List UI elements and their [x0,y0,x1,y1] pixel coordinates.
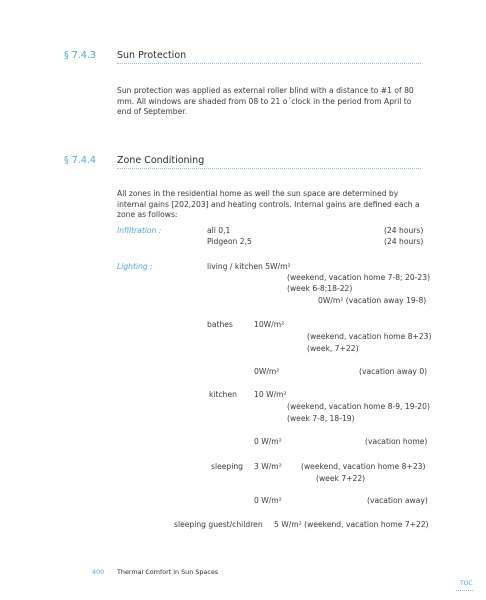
lighting-kitchen-schedule: (week 7-8, 18-19) [287,414,355,423]
lighting-kitchen-schedule: (weekend, vacation home 8-9, 19-20) [287,402,430,411]
lighting-living-schedule: (weekend, vacation home 7-8; 20-23) [287,273,431,282]
infiltration-zone: all 0,1 [207,226,231,235]
infiltration-value: (24 hours) [384,226,424,235]
lighting-sleeping-zero: 0 W/m² [254,496,282,505]
lighting-baths-zero: 0W/m² [254,367,280,376]
lighting-sleeping-schedule: (week 7+22) [316,474,366,483]
section-divider [117,63,421,64]
lighting-kitchen-zero-note: (vacation home) [365,437,428,446]
lighting-sleeping-name: sleeping [211,462,243,471]
section-number: § 7.4.4 [64,155,96,166]
section-divider [117,168,421,169]
toc-link[interactable]: TOC [460,580,473,587]
infiltration-zone: Pidgeon 2,5 [207,237,252,246]
lighting-baths-schedule: (weekend, vacation home 8+23) [307,332,432,341]
lighting-living-schedule: (week 6-8;18-22) [287,284,353,293]
lighting-living-off: 0W/m² (vacation away 19-8) [318,296,427,305]
section-number: § 7.4.3 [64,50,96,61]
lighting-sleeping-zero-note: (vacation away) [367,496,428,505]
lighting-baths-name: bathes [207,320,233,329]
infiltration-label: Infiltration : [117,226,162,235]
section-title: Sun Protection [117,50,187,61]
lighting-kitchen-zero: 0 W/m² [254,437,282,446]
running-title: Thermal Comfort in Sun Spaces [117,568,219,576]
section-paragraph: Sun protection was applied as external roller blind with a distance to #1 of 80 mm. All windows are shaded from 08 to 21 o´clock in the period from April to end of September. [117,86,414,117]
lighting-baths-value: 10W/m² [254,320,285,329]
lighting-sleeping-value: 3 W/m² [254,462,282,471]
lighting-kitchen-name: kitchen [209,390,237,399]
page-number: 400 [92,568,105,576]
lighting-sleeping-schedule: (weekend, vacation home 8+23) [301,462,426,471]
lighting-baths-zero-note: (vacation away 0) [359,367,428,376]
infiltration-value: (24 hours) [384,237,424,246]
lighting-guest-name: sleeping guest/children [174,520,263,529]
section-title: Zone Conditioning [117,155,205,166]
lighting-kitchen-value: 10 W/m² [254,390,287,399]
lighting-label: Lighting : [117,262,153,271]
lighting-living-head: living / kitchen 5W/m² [207,262,291,271]
section-paragraph: All zones in the residential home as well the sun space are determined by internal gains [202,203] and heating controls. Internal gains are defined each a zone as follows: [117,189,420,220]
lighting-baths-schedule: (week, 7+22) [307,344,359,353]
toc-underline [456,590,473,591]
lighting-guest-value: 5 W/m² (weekend, vacation home 7+22) [274,520,429,529]
